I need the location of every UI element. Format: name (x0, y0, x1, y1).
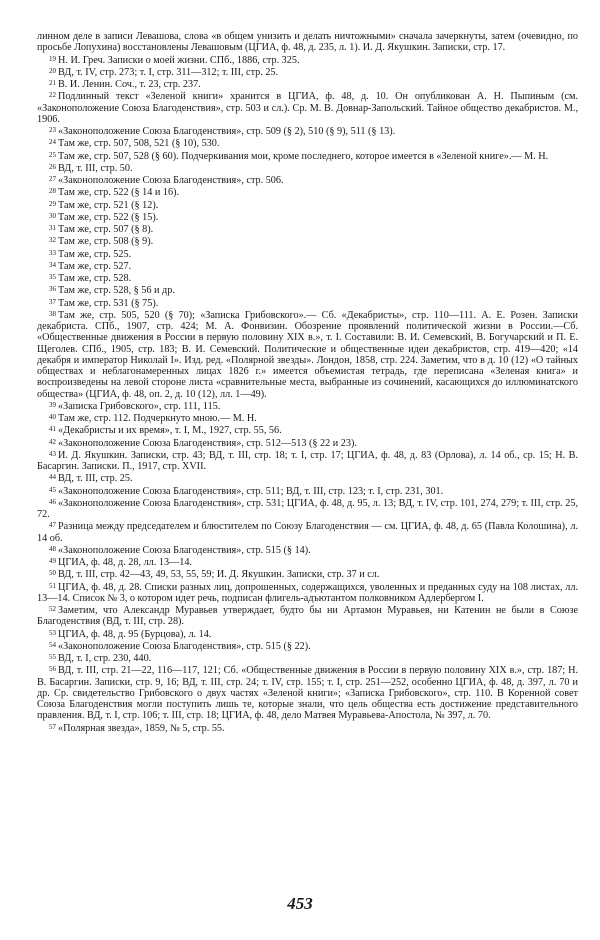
footnote-number: 52 (49, 605, 56, 613)
footnote-text: «Законоположение Союза Благоденствия», стр. 512—513 (§ 22 и 23). (58, 437, 357, 449)
footnote-text: Там же, стр. 507 (§ 8). (58, 224, 154, 235)
page-number: 453 (287, 894, 313, 913)
footnote-number: 45 (49, 485, 56, 494)
footnote-text: Там же, стр. 528, § 56 и др. (58, 285, 175, 297)
footnote-text: Там же, стр. 507, 528 (§ 60). Подчеркивания мои, кроме последнего, которое имеется в «Зеленой книге».— М. Н. (58, 150, 549, 162)
footnote (37, 78, 578, 90)
footnote (37, 437, 578, 449)
footnote (37, 235, 578, 247)
footnote (37, 150, 578, 162)
footnote (37, 400, 578, 412)
footnote-text: «Законоположение Союза Благоденствия», стр. 509 (§ 2), 510 (§ 9), 511 (§ 13). (58, 126, 396, 137)
footnote (37, 485, 578, 497)
footnotes-list (37, 31, 578, 734)
footnote (37, 31, 578, 54)
footnote-number: 54 (49, 640, 56, 649)
footnote-number: 41 (49, 425, 56, 434)
footnote-text: ВД, т. IV, стр. 273; т. I, стр. 311—312; т. III, стр. 25. (58, 66, 279, 78)
footnote (37, 581, 578, 605)
footnote-number: 28 (49, 187, 56, 196)
footnote (37, 544, 578, 556)
footnote-number: 46 (49, 497, 56, 506)
footnote (37, 162, 578, 174)
footnote (37, 722, 578, 734)
footnote-text: Там же, стр. 527. (58, 260, 132, 272)
footnote-text: В. И. Ленин. Соч., т. 23, стр. 237. (58, 79, 201, 90)
footnote (37, 309, 578, 400)
footnote-text: ВД, т. III, стр. 42—43, 49, 53, 55, 59; И. Д. Якушкин. Записки, стр. 37 и сл. (58, 569, 380, 581)
footnote-text: «Законоположение Союза Благоденствия», стр. 515 (§ 22). (58, 640, 311, 652)
footnote (37, 186, 578, 198)
footnote (37, 604, 578, 628)
footnote-number: 49 (49, 557, 56, 565)
footnote-number: 21 (49, 79, 56, 87)
footnote-text: Заметим, что Александр Муравьев утверждает, будто бы ни Артамон Муравьев, ни Катенин не были в Союзе Благоденствия (ВД, т. III, стр. 28). (37, 605, 578, 628)
footnote-text: И. Д. Якушкин. Записки, стр. 43; ВД, т. III, стр. 18; т. I, стр. 17; ЦГИА, ф. 48, д. 83 (Орлова), л. 14 об., ср. 15; Н. В. Басаргин. Записки. П., 1917, стр. XVII. (37, 449, 578, 472)
footnote-text: ВД, т. III, стр. 21—22, 116—117, 121; Сб. «Общественные движения в России в первую половину XIX в.», стр. 187; Н. В. Басаргин. Записки, стр. 9, 16; ВД, т. III, стр. 24; т. IV, стр. 155; т. I, стр. 251—252, особенно ЦГИА, ф. 48, д. 397, л. 70 и др. Ср. свидетельство Грибовского о двух частях «Зеленой книги»; «Записка Грибовского», стр. 110. В Коренной совет Союза Благоденствия могли поступить лишь те, которые знали, что цель общества есть достижение представительного правления. ВД, т. I, стр. 106; т. III, стр. 18; ЦГИА, ф. 48, дело Матвея Муравьева-Апостола, № 397, л. 70. (37, 665, 578, 722)
footnote (37, 652, 578, 664)
footnote-text: «Полярная звезда», 1859, № 5, стр. 55. (58, 722, 225, 734)
footnote-number: 32 (49, 236, 56, 245)
footnote (37, 472, 578, 484)
footnote-number: 38 (49, 309, 56, 318)
footnote (37, 137, 578, 149)
footnote (37, 211, 578, 223)
footnote-number: 22 (49, 91, 56, 100)
footnote-number: 39 (49, 400, 56, 409)
footnote-number: 53 (49, 628, 56, 637)
footnote-number: 56 (49, 665, 56, 674)
footnote-text: Там же, стр. 112. Подчеркнуто мною.— М. Н. (58, 413, 257, 424)
footnote (37, 223, 578, 235)
footnote-text: ЦГИА, ф. 48, д. 28, лл. 13—14. (58, 557, 192, 568)
footnote-number: 31 (49, 224, 56, 232)
footnote-text: ВД, т. III, стр. 25. (58, 473, 133, 485)
footnote-number: 27 (49, 175, 56, 183)
footnote-number: 30 (49, 211, 56, 220)
footnote-number: 26 (49, 162, 56, 171)
footnote-text: Н. И. Греч. Записки о моей жизни. СПб., 1886, стр. 325. (58, 54, 300, 66)
footnote (37, 174, 578, 186)
footnote-number: 50 (49, 569, 56, 578)
footnote (37, 284, 578, 296)
footnote (37, 199, 578, 211)
footnote-number: 42 (49, 437, 56, 446)
footnote-text: ЦГИА, ф. 48, д. 95 (Бурцова), л. 14. (58, 628, 212, 640)
footnote-text: Там же, стр. 525. (58, 248, 132, 260)
footnote-text: Там же, стр. 505, 520 (§ 70); «Записка Грибовского».— Сб. «Декабристы», стр. 110—111. А. Е. Розен. Записки декабриста. СПб., 1907, стр. 424; М. А. Фонвизин. Обозрение проявлений политической жизни в России.—Сб. «Общественные движения в России в первую половину XIX в.», т. I. Составили: В. И. Семевский, В. Богучарский и П. Е. Щеголев. СПб., 1905, стр. 183; В. И. Семевский. Политические и общественные идеи декабристов, стр. 419—420; «14 декабря и император Николай I». Изд. ред. «Полярной звезды». Лондон, 1858, стр. 224. Заметим, что в д. 10 (12) «О тайных обществах и неблагонамеренных лицах 1826 г.» имеется объемистая тетрадь, где переписана «Зеленая книга» и воспроизведены на левой стороне листа «сравнительные места, выбранные из сочинений, касающихся до иллюминатского общества» (ЦГИА, ф. 48, оп. 2, д. 10 (12), лл. 1—49). (37, 309, 578, 400)
footnote (37, 664, 578, 721)
footnote-text: Там же, стр. 531 (§ 75). (58, 297, 159, 309)
footnote-number: 25 (49, 150, 56, 159)
footnote-number: 57 (49, 722, 56, 731)
footnote-number: 20 (49, 66, 56, 75)
footnote (37, 520, 578, 544)
footnote-text: ЦГИА, ф. 48, д. 28. Списки разных лиц, допрошенных, содержащихся, уволенных и преданных суду на 108 листах, лл. 13—14. Список № 3, о котором идет речь, подписан флигель-адъютантом полковником Адлербергом I. (37, 581, 578, 604)
footnote-number: 35 (49, 273, 56, 281)
footnote (37, 640, 578, 652)
footnote (37, 66, 578, 78)
footnote (37, 248, 578, 260)
footnote-text: Там же, стр. 508 (§ 9). (58, 236, 154, 248)
footnote-text: ВД, т. III, стр. 50. (58, 162, 133, 174)
footnote (37, 556, 578, 568)
footnote-number: 55 (49, 653, 56, 661)
footnote (37, 628, 578, 640)
footnote-number: 19 (49, 54, 56, 63)
footnote (37, 297, 578, 309)
footnote-text: Подлинный текст «Зеленой книги» хранится в ЦГИА, ф. 48, д. 10. Он опубликован А. Н. Пыпиным (см. «Законоположение Союза Благоденствия», стр. 503 и сл.). Ср. М. В. Довнар-Запольский. Тайное общество декабристов. М., 1906. (37, 91, 578, 125)
footnote (37, 54, 578, 66)
footnote-text: «Законоположение Союза Благоденствия», стр. 511; ВД, т. III, стр. 123; т. I, стр. 231, 301. (58, 485, 444, 497)
footnote-number: 47 (49, 521, 56, 530)
footnote (37, 568, 578, 580)
footnote-number: 37 (49, 297, 56, 306)
footnote-number: 29 (49, 199, 56, 208)
footnote-number: 43 (49, 449, 56, 458)
footnote-text: Там же, стр. 521 (§ 12). (58, 199, 159, 211)
footnote-number: 40 (49, 413, 56, 421)
footnote-number: 36 (49, 285, 56, 294)
footnote-text: «Декабристы и их время», т. I, М., 1927, стр. 55, 56. (58, 425, 282, 437)
footnote-number: 23 (49, 126, 56, 134)
footnote-text: «Записка Грибовского», стр. 111, 115. (58, 400, 221, 412)
footnote-text: Разница между председателем и блюстителем по Союзу Благоденствия — см. ЦГИА, ф. 48, д. 65 (Павла Колошина), л. 14 об. (37, 521, 578, 544)
footnote-number: 44 (49, 473, 56, 482)
footnote (37, 497, 578, 521)
footnote-text: Там же, стр. 528. (58, 273, 132, 284)
footnote (37, 90, 578, 125)
footnote (37, 424, 578, 436)
footnote-text: линном деле в записи Левашова, слова «в общем унизить и делать ничтожными» сначала зачеркнуты, затем (очевидно, по просьбе Лопухина) восстановлены Левашовым (ЦГИА, ф. 48, д. 235, л. 1). И. Д. Якушкин. Записки, стр. 17. (37, 31, 578, 54)
footnote-text: ВД, т. I, стр. 230, 440. (58, 653, 152, 664)
footnote (37, 449, 578, 473)
footnote (37, 125, 578, 137)
footnote (37, 412, 578, 424)
footnote-number: 34 (49, 260, 56, 269)
footnote-text: Там же, стр. 522 (§ 14 и 16). (58, 187, 180, 199)
footnote-text: Там же, стр. 507, 508, 521 (§ 10), 530. (58, 138, 220, 150)
footnote-number: 33 (49, 248, 56, 257)
footnote-text: Там же, стр. 522 (§ 15). (58, 211, 159, 223)
footnote-text: «Законоположение Союза Благоденствия», стр. 531; ЦГИА, ф. 48, д. 95, л. 13; ВД, т. IV, стр. 101, 274, 279; т. III, стр. 25, 72. (37, 497, 578, 520)
footnote-number: 48 (49, 544, 56, 553)
footnote-text: «Законоположение Союза Благоденствия», стр. 506. (58, 175, 284, 186)
footnote-number: 24 (49, 138, 56, 147)
footnote (37, 272, 578, 284)
footnote-number: 51 (49, 581, 56, 590)
footnote-text: «Законоположение Союза Благоденствия», стр. 515 (§ 14). (58, 544, 311, 556)
footnote (37, 260, 578, 272)
